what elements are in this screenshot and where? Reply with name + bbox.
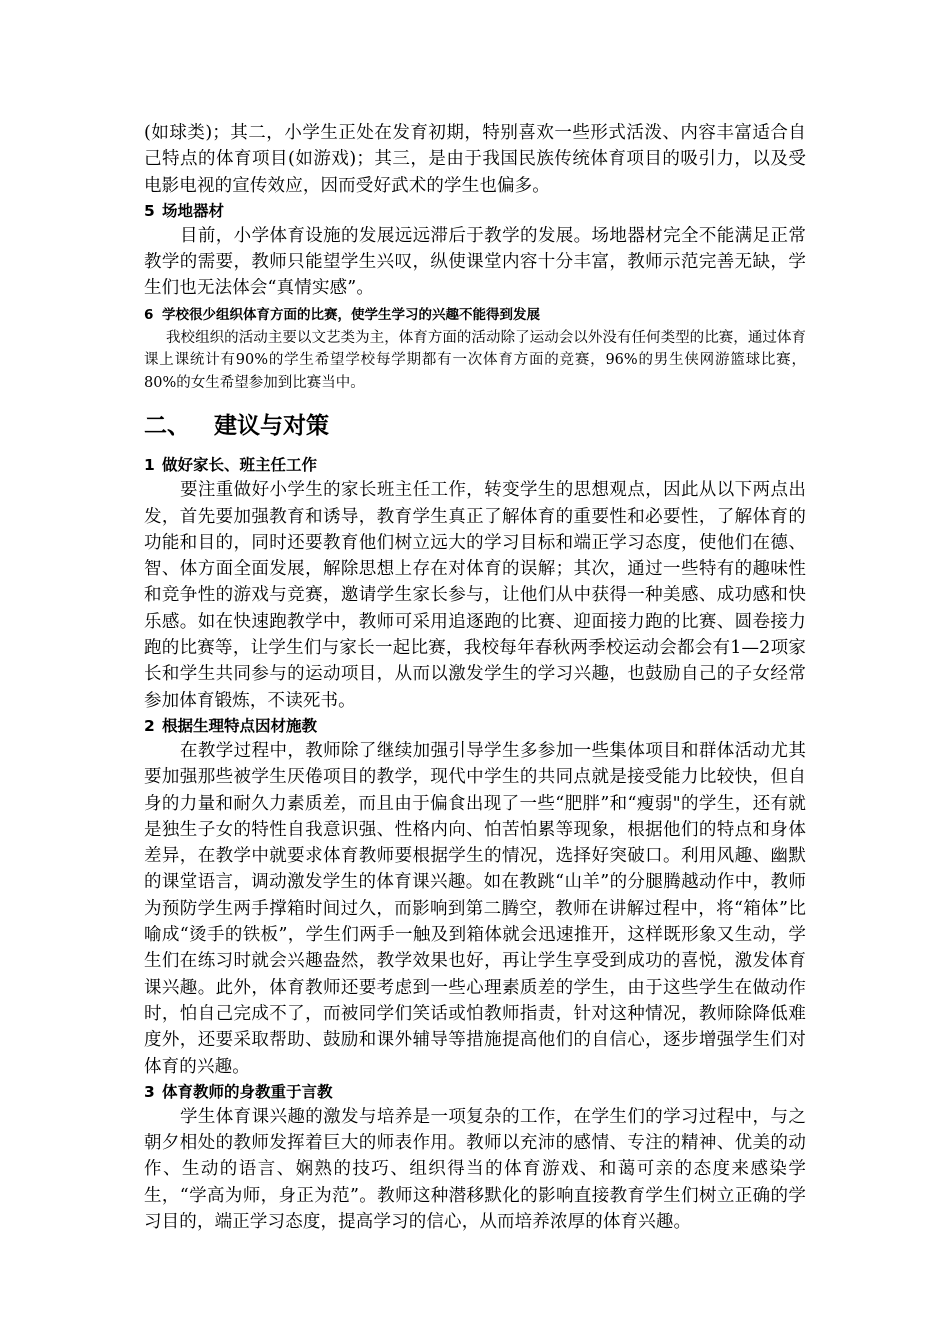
subheading-3-number: 3 [144,1082,155,1101]
paragraph-continued: (如球类)；其二，小学生正处在发育初期，特别喜欢一些形式活泼、内容丰富适合自己特点的体育项目(如游戏)；其三，是由于我国民族传统体育项目的吸引力，以及受电影电视的宣传效应，因而受好武术的学生也偏多。 [144,123,806,196]
paragraph-example: 学生体育课兴趣的激发与培养是一项复杂的工作，在学生们的学习过程中，与之朝夕相处的教师发挥着巨大的师表作用。教师以充沛的感情、专注的精神、优美的动作、生动的语言、娴熟的技巧、组织得当的体育游戏、和蔼可亲的态度来感染学生，“学高为师，身正为范”。教师这种潜移默化的影响直接教育学生们树立正确的学习目的，端正学习态度，提高学习的信心，从而培养浓厚的体育兴趣。 [144,1106,806,1232]
paragraph-parents: 要注重做好小学生的家长班主任工作，转变学生的思想观点，因此从以下两点出发，首先要加强教育和诱导，教育学生真正了解体育的重要性和必要性，了解体育的功能和目的，同时还要教育他们树立远大的学习目标和端正学习态度，使他们在德、智、体方面全面发展，解除思想上存在对体育的误解；其次，通过一些特有的趣味性和竞争性的游戏与竞赛，邀请学生家长参与，让他们从中获得一种美感、成功感和快乐感。如在快速跑教学中，教师可采用追逐跑的比赛、迎面接力跑的比赛、圆卷接力跑的比赛等，让学生们与家长一起比赛，我校每年春秋两季校运动会都会有1—2项家长和学生共同参与的运动项目，从而以激发学生的学习兴趣，也鼓励自己的子女经常参加体育锻炼，不读死书。 [144,480,806,711]
heading-5-title: 场地器材 [162,201,225,220]
paragraph-competitions: 我校组织的活动主要以文艺类为主，体育方面的活动除了运动会以外没有任何类型的比赛，通过体育课上课统计有90%的学生希望学校每学期都有一次体育方面的竞赛，96%的男生侠网游篮球比赛，80%的女生希望参加到比赛当中。 [144,329,806,391]
heading-6-title: 学校很少组织体育方面的比赛，使学生学习的兴趣不能得到发展 [162,306,540,323]
subheading-2-number: 2 [144,716,155,735]
section-heading [144,410,806,442]
subheading-3-title: 体育教师的身教重于言教 [162,1082,333,1101]
subheading-2 [144,715,806,738]
section-number: 二、 [144,413,190,440]
section-title: 建议与对策 [214,413,329,440]
paragraph-teaching: 在教学过程中，教师除了继续加强引导学生多参加一些集体项目和群体活动尤其要加强那些被学生厌倦项目的教学，现代中学生的共同点就是接受能力比较快，但自身的力量和耐久力素质差，而且由于偏食出现了一些“肥胖”和“瘦弱"的学生，还有就是独生子女的特性自我意识强、性格内向、怕苦怕累等现象，根据他们的特点和身体差异，在教学中就要求体育教师要根据学生的情况，选择好突破口。利用风趣、幽默的课堂语言，调动激发学生的体育课兴趣。如在教跳“山羊”的分腿腾越动作中，教师为预防学生两手撑箱时间过久，而影响到第二腾空，教师在讲解过程中，将“箱体”比喻成“烫手的铁板”，学生们两手一触及到箱体就会迅速推开，这样既形象又生动，学生们在练习时就会兴趣盎然，教学效果也好，再让学生享受到成功的喜悦，激发体育课兴趣。此外，体育教师还要考虑到一些心理素质差的学生，由于这些学生在做动作时，怕自己完成不了，而被同学们笑话或怕教师指责，针对这种情况，教师除降低难度外，还要采取帮助、鼓励和课外辅导等措施提高他们的自信心，逐步增强学生们对体育的兴趣。 [144,740,806,1077]
paragraph-facilities: 目前，小学体育设施的发展远远滞后于教学的发展。场地器材完全不能满足正常教学的需要，教师只能望学生兴叹，纵使课堂内容十分丰富，教师示范完善无缺，学生们也无法体会“真情实感”。 [144,225,806,299]
heading-6-number: 6 [144,306,154,323]
subheading-1-title: 做好家长、班主任工作 [162,456,318,475]
subheading-3 [144,1081,806,1104]
subheading-1 [144,454,806,477]
heading-5-number: 5 [144,201,155,220]
document-body [144,120,806,1235]
heading-5 [144,200,806,223]
subheading-2-title: 根据生理特点因材施教 [162,716,318,735]
heading-6 [144,305,806,326]
subheading-1-number: 1 [144,456,155,475]
